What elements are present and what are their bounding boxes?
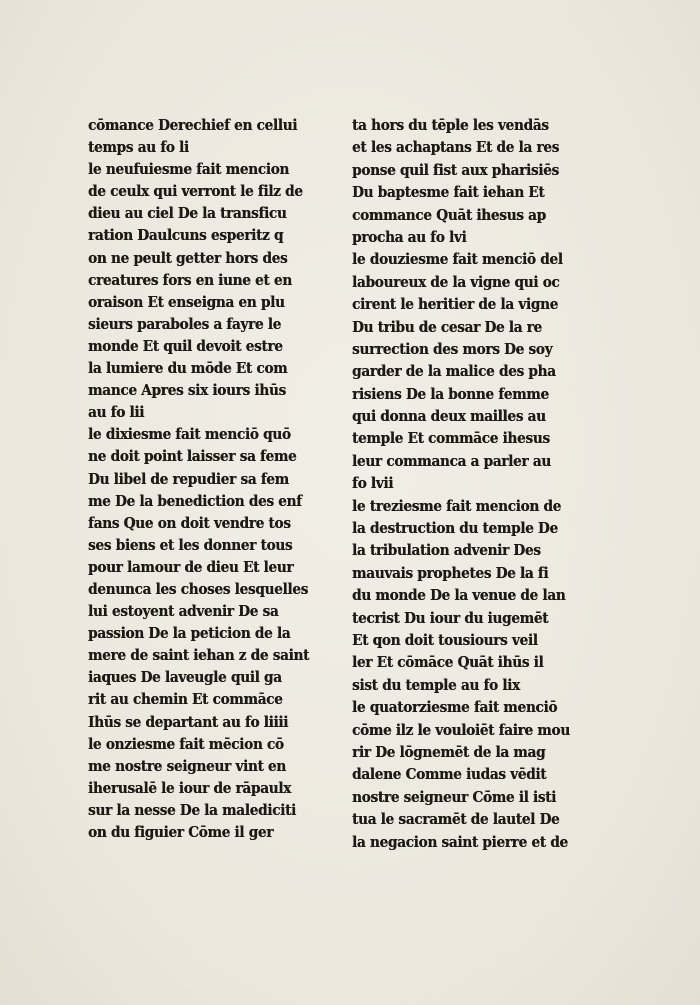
text-line: temps au fo li [88,138,189,157]
text-line: ponse quil fist aux pharisiēs [352,160,559,179]
text-line: Du tribu de cesar De la re [352,317,542,336]
text-line: iherusalē le iour de rāpaulx [88,778,291,797]
text-line: Et qon doit tousiours veil [352,630,538,649]
text-line: surrection des mors De soy [352,339,553,358]
text-line: sist du temple au fo lix [352,675,520,694]
text-line: qui donna deux mailles au [352,407,546,426]
text-line: sieurs paraboles a fayre le [88,314,282,333]
text-line: le onziesme fait mēcion cō [88,734,284,753]
text-line: dieu au ciel De la transficu [88,204,287,223]
text-line: risiens De la bonne femme [352,384,549,403]
text-line: iaques De laveugle quil ga [88,668,282,687]
text-line: tecrist Du iour du iugemēt [352,608,549,627]
text-line: le treziesme fait mencion de [352,496,561,515]
text-line: sur la nesse De la malediciti [88,800,296,819]
text-line: laboureux de la vigne qui oc [352,272,560,291]
text-line: au fo lii [88,403,145,422]
text-line: leur commanca a parler au [352,451,551,470]
text-line: Du libel de repudier sa fem [88,469,289,488]
text-line: commance Quāt ihesus ap [352,205,546,224]
text-line: procha au fo lvi [352,227,467,246]
text-line: le quatorziesme fait menciō [352,698,558,717]
text-line: la destruction du temple De [352,519,558,538]
text-line: mance Apres six iours ihūs [88,381,286,400]
text-line: fans Que on doit vendre tos [88,513,291,532]
left-text-column [88,114,310,843]
text-line: temple Et commāce ihesus [352,429,550,448]
text-line: ses biens et les donner tous [88,535,293,554]
text-line: mere de saint iehan z de saint [88,646,310,665]
text-line: cōmance Derechief en cellui [88,116,298,134]
text-line: la tribulation advenir Des [352,541,541,560]
text-line: Du baptesme fait iehan Et [352,183,545,202]
text-line: ler Et cōmāce Quāt ihūs il [352,653,544,672]
text-line: le dixiesme fait menciō quō [88,425,291,444]
text-line: de ceulx qui verront le filz de [88,182,303,201]
text-line: dalene Comme iudas vēdit [352,765,547,784]
text-line: cōme ilz le vouloiēt faire mou [352,720,570,739]
text-line: le neufuiesme fait mencion [88,160,290,179]
text-line: la negacion saint pierre et de [352,832,568,851]
text-line: pour lamour de dieu Et leur [88,557,294,576]
text-line: rit au chemin Et commāce [88,690,283,709]
text-line: lui estoyent advenir De sa [88,602,279,621]
text-line: me De la benediction des enf [88,491,302,510]
text-line: nostre seigneur Cōme il isti [352,787,557,806]
text-line: tua le sacramēt de lautel De [352,810,560,829]
text-line: denunca les choses lesquelles [88,579,308,598]
text-line: rir De lōgnemēt de la mag [352,742,546,761]
text-line: fo lvii [352,474,394,493]
text-line: garder de la malice des pha [352,362,556,381]
text-line: passion De la peticion de la [88,624,291,643]
text-line: mauvais prophetes De la fi [352,563,549,582]
text-line: du monde De la venue de lan [352,586,566,605]
text-line: la lumiere du mōde Et com [88,359,288,378]
text-line: creatures fors en iune et en [88,270,292,289]
text-line: monde Et quil devoit estre [88,336,283,355]
text-line: le douziesme fait menciō del [352,250,563,269]
text-line: on du figuier Cōme il ger [88,823,274,841]
text-line: oraison Et enseigna en plu [88,292,285,311]
text-line: Ihūs se departant au fo liiii [88,712,289,731]
text-line: ne doit point laisser sa feme [88,447,297,466]
text-line: et les achaptans Et de la res [352,138,559,157]
text-line: cirent le heritier de la vigne [352,295,558,314]
right-text-column [352,114,570,853]
text-line: on ne peult getter hors des [88,248,288,267]
text-line: me nostre seigneur vint en [88,756,286,775]
text-line: ta hors du tēple les vendās [352,116,549,134]
text-line: ration Daulcuns esperitz q [88,226,284,245]
